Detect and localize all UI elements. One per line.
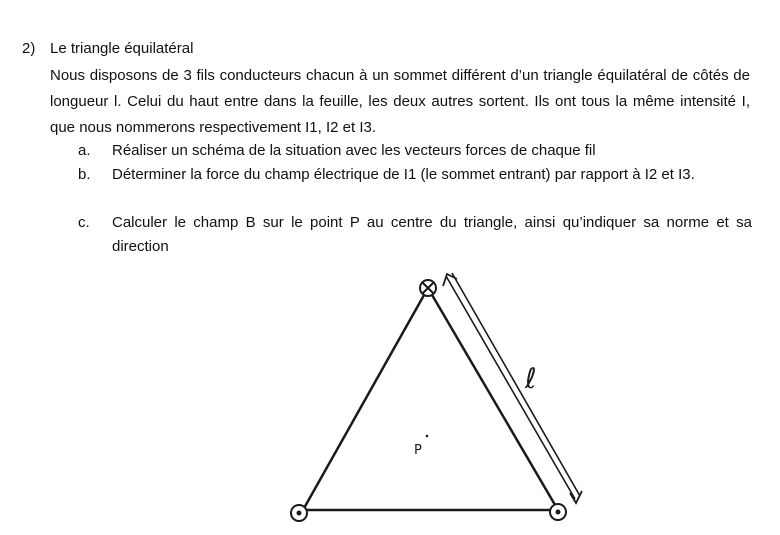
item-b-label: b. bbox=[78, 166, 91, 183]
wire-out-of-page-icon bbox=[291, 505, 307, 521]
item-c-label: c. bbox=[78, 214, 90, 231]
center-point-label: P bbox=[414, 443, 422, 458]
triangle-right-side bbox=[428, 288, 558, 510]
wire-out-of-page-icon bbox=[550, 504, 566, 520]
question-intro: Nous disposons de 3 fils conducteurs chacun à un sommet différent d’un triangle équilatéral de côtés de longueur l. Celui du haut entre dans la feuille, les deux autres sortent. Ils ont tous la même intensité I, que nous nommerons respectivement I1, I2 et I3. bbox=[50, 67, 750, 136]
question-title: Le triangle équilatéral bbox=[50, 40, 194, 57]
item-b-text: Déterminer la force du champ électrique de I1 (le sommet entrant) par rapport à I2 et I3. bbox=[112, 166, 695, 183]
item-a-label: a. bbox=[78, 142, 91, 159]
triangle-left-side bbox=[303, 288, 428, 510]
item-a-text: Réaliser un schéma de la situation avec les vecteurs forces de chaque fil bbox=[112, 142, 596, 159]
center-point-dot bbox=[426, 435, 429, 438]
item-c-text: Calculer le champ B sur le point P au centre du triangle, ainsi qu’indiquer sa norme et sa direction bbox=[112, 214, 752, 255]
question-number: 2) bbox=[22, 40, 36, 57]
wire-into-page-icon bbox=[420, 280, 436, 296]
side-length-label: ℓ bbox=[525, 362, 537, 395]
length-dimension-arrow-icon bbox=[443, 273, 582, 503]
